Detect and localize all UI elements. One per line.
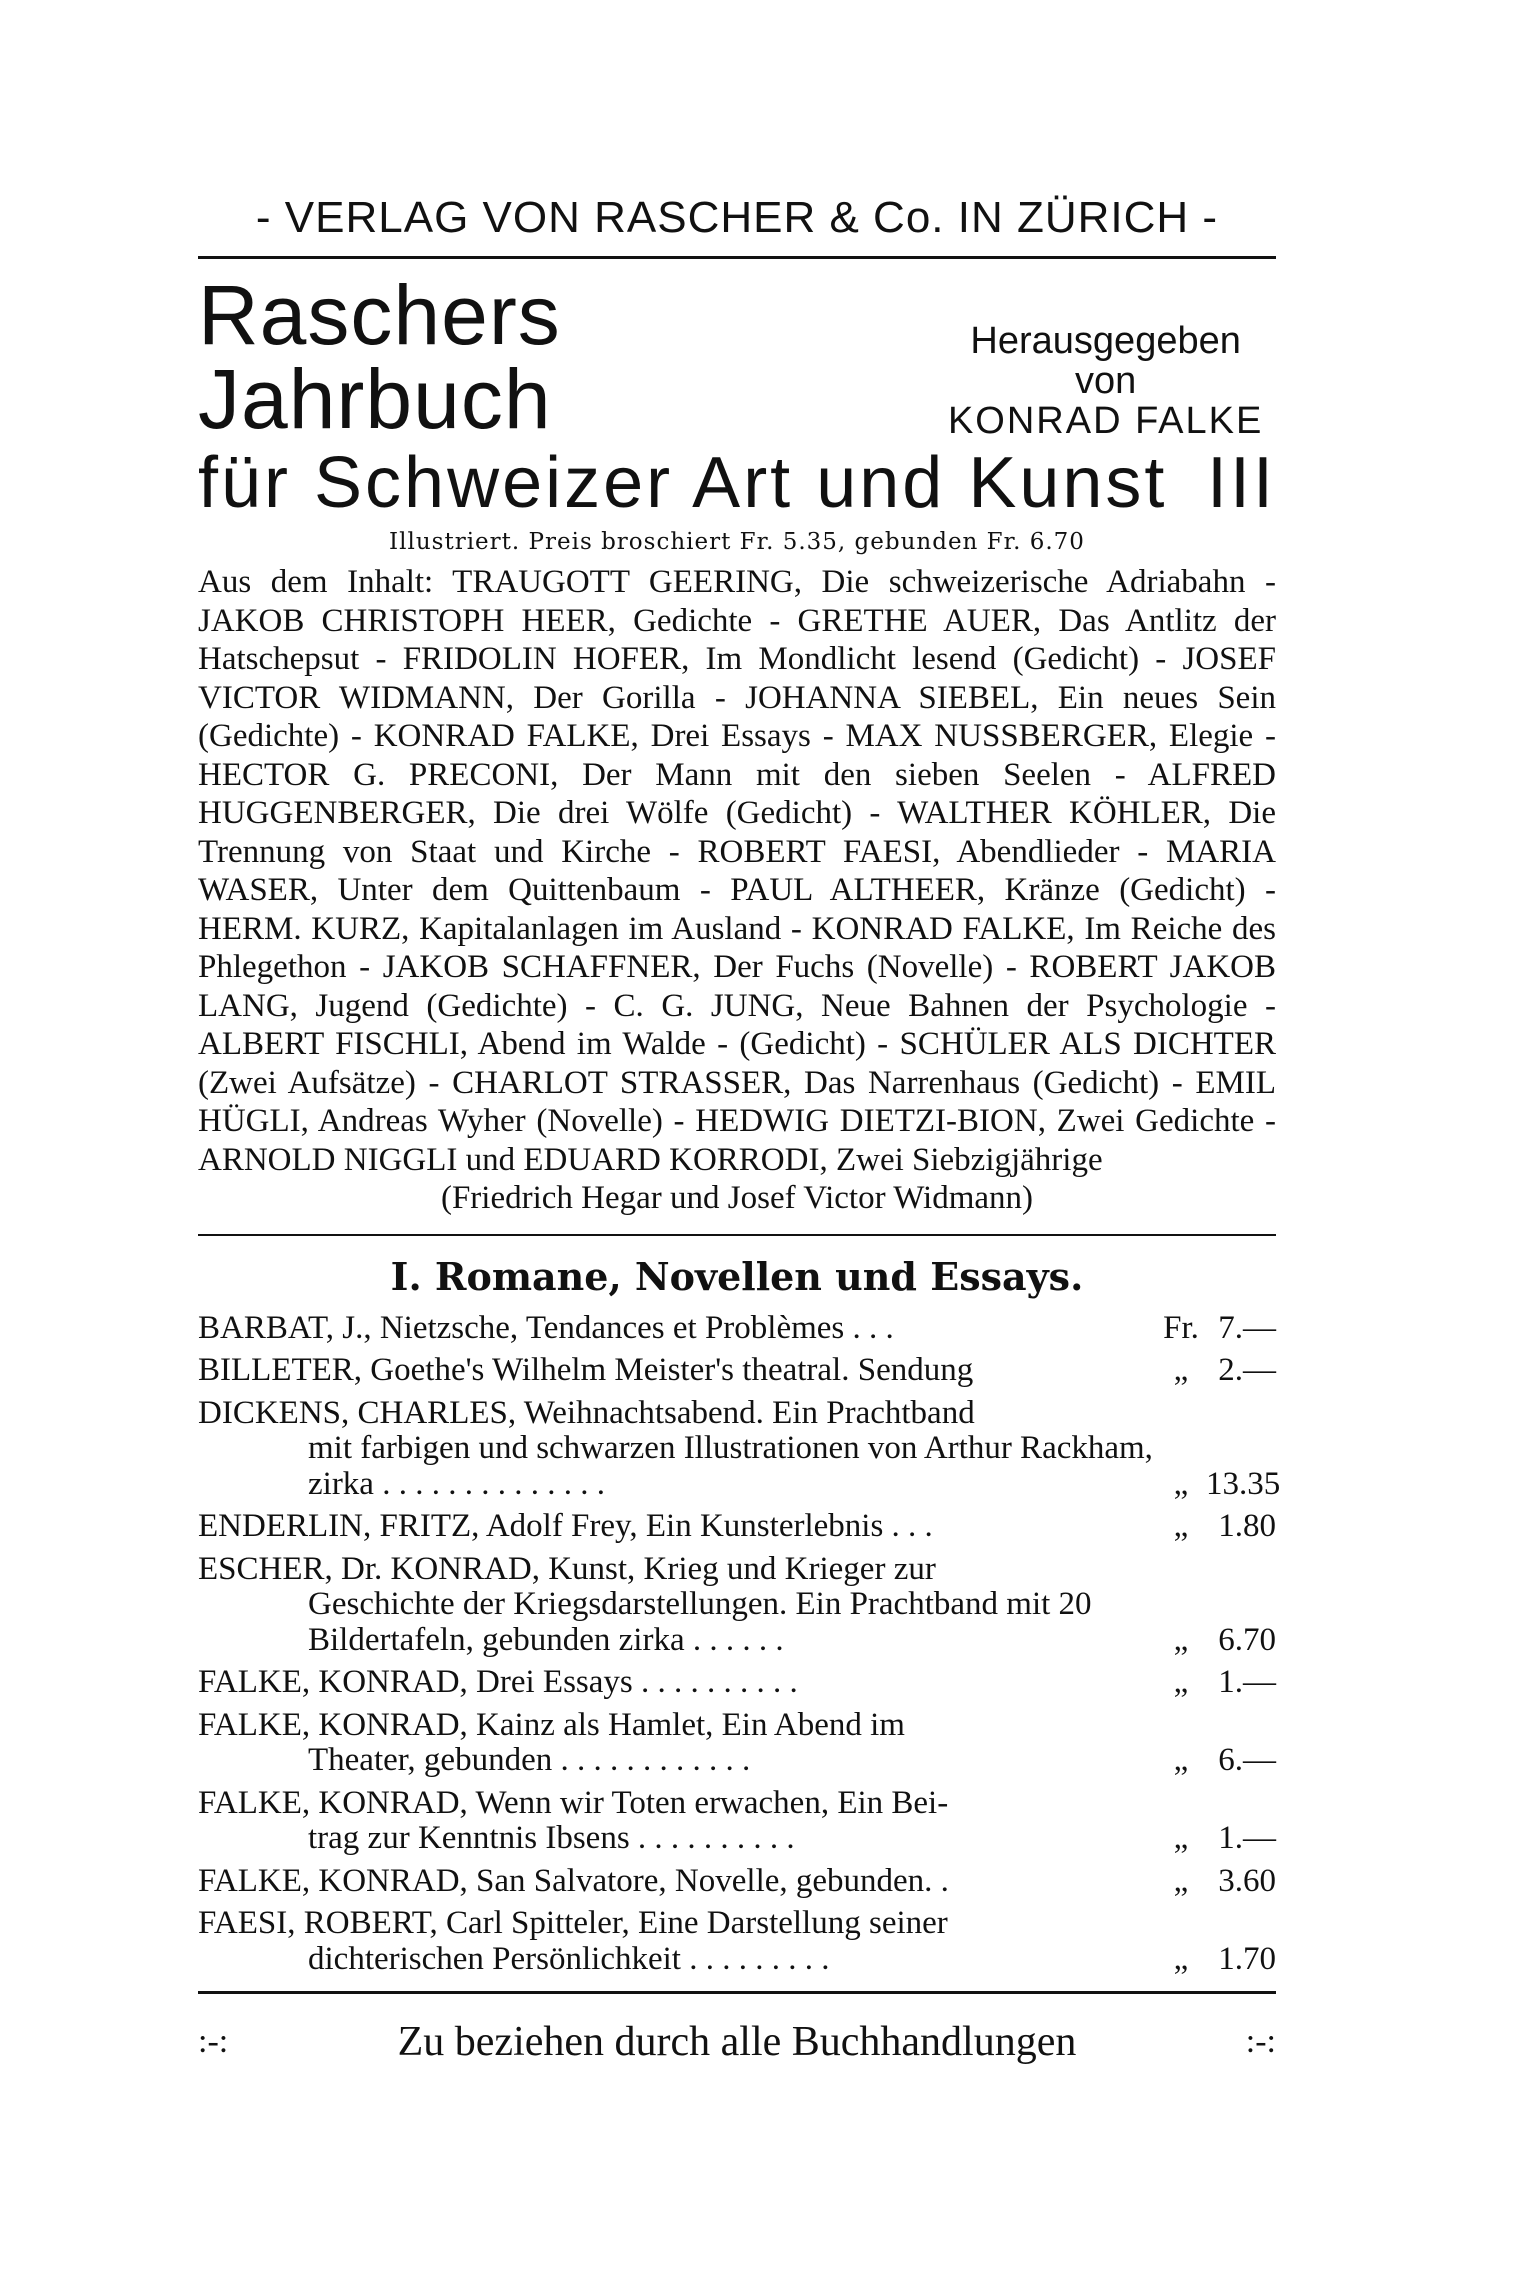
entry-text: ESCHER, Dr. KONRAD, Kunst, Krieg und Krieger zur (198, 1550, 936, 1587)
advertisement-page (198, 190, 1281, 2066)
entry-currency: „ (1173, 1465, 1189, 1502)
entry-currency: „ (1173, 1820, 1189, 1856)
entry-price: 1.— (1218, 1820, 1276, 1856)
entry-currency: „ (1173, 1742, 1189, 1778)
book-subtitle (198, 441, 1276, 525)
footer-mark-left: :-: (198, 2023, 229, 2060)
catalog-list (198, 1309, 1281, 1978)
title-row (198, 268, 1276, 446)
subtitle-text: für Schweizer Art und Kunst (198, 443, 1168, 523)
contents-text: Aus dem Inhalt: TRAUGOTT GEERING, Die schweizerische Adriabahn - JAKOB CHRISTOPH HEER, Gedichte - GRETHE AUER, Das Antlitz der Hatschepsut - FRIDOLIN HOFER, Im Mondlicht lesend (Gedicht) - JOSEF VICTOR WIDMANN, Der Gorilla - JOHANNA SIEBEL, Ein neues Sein (Gedichte) - KONRAD FALKE, Drei Essays - MAX NUSSBERGER, Elegie - HECTOR G. PRECONI, Der Mann mit den sieben Seelen - ALFRED HUGGENBERGER, Die drei Wölfe (Gedicht) - WALTHER KÖHLER, Die Trennung von Staat und Kirche - ROBERT FAESI, Abendlieder - MARIA WASER, Unter dem Quittenbaum - PAUL ALTHEER, Kränze (Gedicht) - HERM. KURZ, Kapitalanlagen im Ausland - KONRAD FALKE, Im Reiche des Phlegethon - JAKOB SCHAFFNER, Der Fuchs (Novelle) - ROBERT JAKOB LANG, Jugend (Gedichte) - C. G. JUNG, Neue Bahnen der Psychologie - ALBERT FISCHLI, Abend im Walde - (Gedicht) - SCHÜLER ALS DICHTER (Zwei Aufsätze) - CHARLOT STRASSER, Das Narrenhaus (Gedicht) - EMIL HÜGLI, Andreas Wyher (Novelle) - HEDWIG DIETZI-BION, Zwei Gedichte - ARNOLD NIGGLI und EDUARD KORRODI, Zwei Siebzigjährige (198, 564, 1276, 1178)
entry-price: 6.— (1218, 1742, 1276, 1778)
entry-text: FALKE, KONRAD, San Salvatore, Novelle, gebunden. . (198, 1862, 949, 1899)
catalog-entry (198, 1394, 1281, 1503)
catalog-entry (198, 1786, 1276, 1857)
entry-currency: „ (1173, 1862, 1189, 1899)
catalog-entry (198, 1665, 1276, 1701)
entry-price: 7.— (1218, 1309, 1276, 1346)
footer-text: Zu beziehen durch alle Buchhandlungen (397, 2019, 1077, 2065)
entry-currency: „ (1173, 1508, 1189, 1544)
entry-text: DICKENS, CHARLES, Weihnachtsabend. Ein Prachtband (198, 1394, 975, 1431)
catalog-entry (198, 1311, 1276, 1347)
contents-tail: (Friedrich Hegar und Josef Victor Widmann) (440, 1180, 1034, 1216)
entry-currency: „ (1173, 1940, 1189, 1977)
footer-mark-right: :-: (1245, 2023, 1276, 2060)
entry-currency: „ (1173, 1621, 1189, 1658)
entry-price: 6.70 (1218, 1621, 1276, 1658)
catalog-entry (198, 1552, 1276, 1659)
publisher-line: - VERLAG VON RASCHER & Co. IN ZÜRICH - (255, 193, 1219, 242)
contents-paragraph (198, 563, 1276, 1218)
entry-text: BILLETER, Goethe's Wilhelm Meister's theatral. Sendung (198, 1352, 974, 1388)
entry-currency: Fr. (1163, 1309, 1199, 1346)
entry-price: 3.60 (1218, 1862, 1276, 1899)
bottom-rule (198, 1991, 1276, 1994)
catalog-entry (198, 1509, 1276, 1545)
entry-price: 2.— (1218, 1352, 1276, 1388)
editor-name: KONRAD FALKE (947, 400, 1264, 442)
catalog-entry (198, 1708, 1276, 1779)
catalog-entry (198, 1906, 1276, 1977)
entry-currency: „ (1173, 1352, 1189, 1388)
catalog-entry (198, 1864, 1276, 1900)
entry-continuation: Geschichte der Kriegsdarstellungen. Ein Prachtband mit 20 Bildertafeln, gebunden zirka . . . . . . (308, 1586, 1092, 1658)
entry-text: FAESI, ROBERT, Carl Spitteler, Eine Darstellung seiner (198, 1905, 948, 1941)
entry-text: ENDERLIN, FRITZ, Adolf Frey, Ein Kunsterlebnis . . . (198, 1508, 933, 1544)
entry-price: 1.70 (1218, 1940, 1276, 1977)
entry-text: FALKE, KONRAD, Wenn wir Toten erwachen, Ein Bei- (198, 1784, 949, 1821)
entry-text: FALKE, KONRAD, Kainz als Hamlet, Ein Abend im (198, 1706, 905, 1743)
entry-text: FALKE, KONRAD, Drei Essays . . . . . . . . . . (198, 1664, 798, 1700)
volume-number: III (1206, 443, 1276, 523)
entry-continuation: mit farbigen und schwarzen Illustrationen von Arthur Rackham, zirka . . . . . . . . . . . . . . (308, 1430, 1153, 1502)
editor-block (935, 321, 1276, 441)
entry-continuation: Theater, gebunden . . . . . . . . . . . . (308, 1742, 751, 1778)
entry-continuation: trag zur Kenntnis Ibsens . . . . . . . . . . (308, 1820, 795, 1856)
entry-continuation: dichterischen Persönlichkeit . . . . . . . . . (308, 1940, 830, 1977)
section-title: I. Romane, Novellen und Essays. (390, 1253, 1084, 1299)
top-rule (198, 256, 1276, 259)
entry-price: 13.35 (1206, 1465, 1281, 1502)
catalog-entry (198, 1353, 1276, 1389)
entry-price: 1.80 (1218, 1508, 1276, 1544)
editor-line-1: Herausgegeben von (970, 320, 1241, 402)
section-rule (198, 1234, 1276, 1236)
entry-text: BARBAT, J., Nietzsche, Tendances et Problèmes . . . (198, 1309, 894, 1346)
entry-price: 1.— (1218, 1664, 1276, 1700)
book-title: Raschers Jahrbuch (198, 268, 561, 446)
entry-currency: „ (1173, 1664, 1189, 1700)
footer (198, 2018, 1276, 2066)
price-line: Illustriert. Preis broschiert Fr. 5.35, gebunden Fr. 6.70 (389, 529, 1085, 555)
